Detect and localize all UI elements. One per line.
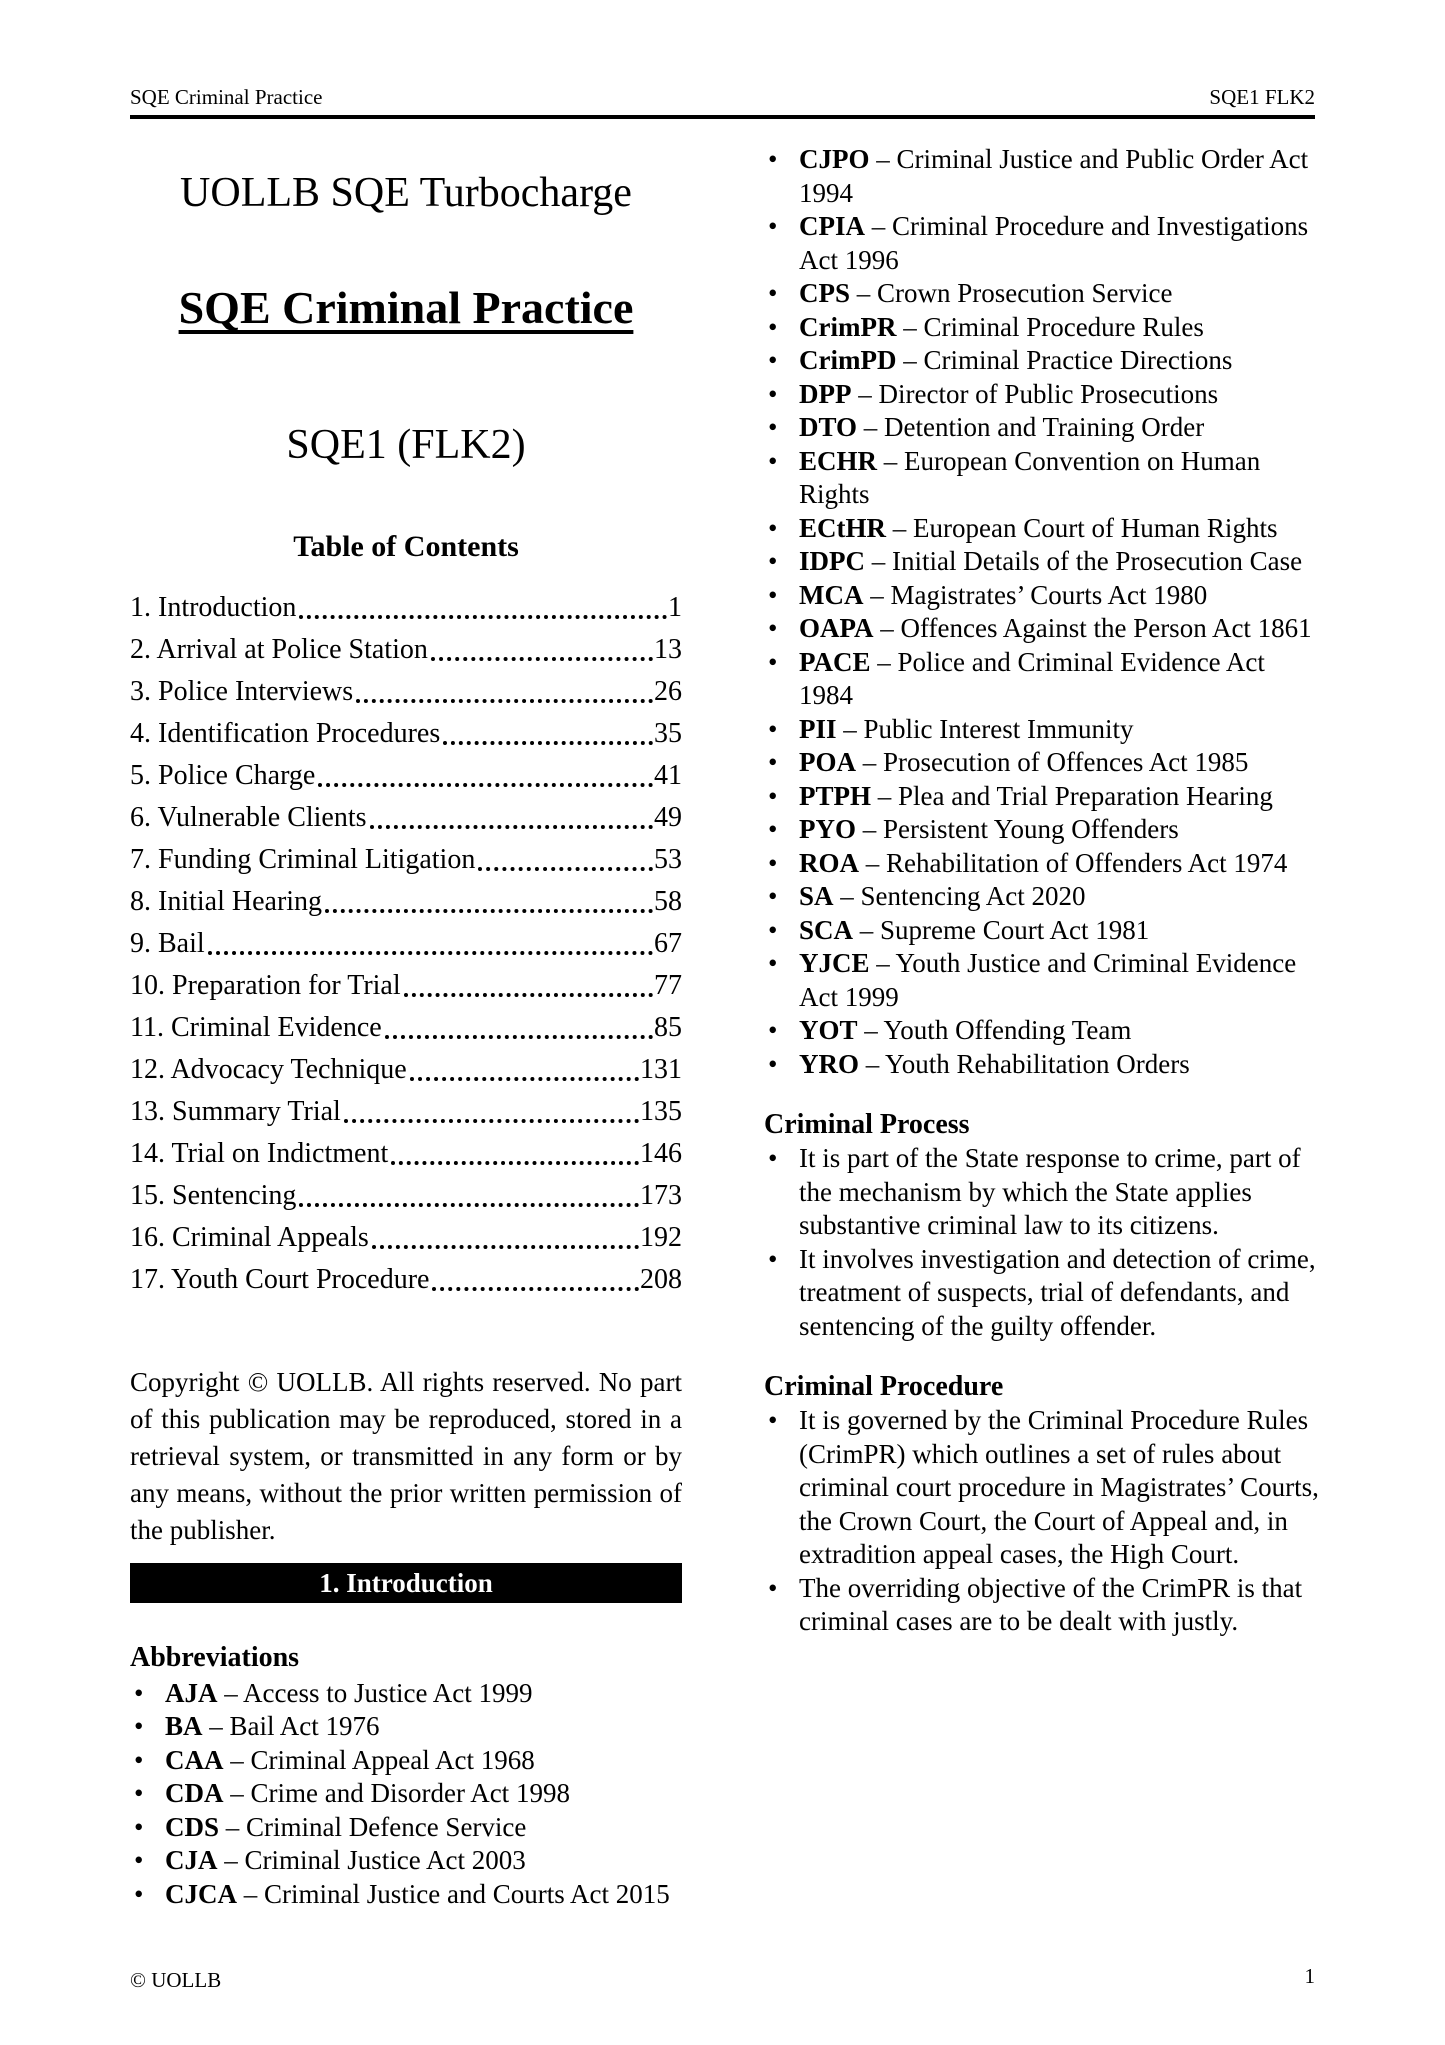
abbr-code: CJA bbox=[165, 1845, 218, 1876]
abbr-desc: Detention and Training Order bbox=[884, 412, 1205, 442]
toc-row bbox=[130, 1132, 682, 1174]
abbr-desc: Supreme Court Act 1981 bbox=[880, 914, 1150, 945]
list-item bbox=[130, 1677, 682, 1711]
criminal-procedure-heading: Criminal Procedure bbox=[764, 1371, 1004, 1402]
abbr-code: IDPC bbox=[799, 546, 865, 576]
toc-page-number: 67 bbox=[654, 927, 682, 959]
list-item bbox=[764, 143, 1320, 210]
toc-label: 16. Criminal Appeals bbox=[130, 1221, 369, 1253]
abbr-sep: – bbox=[870, 646, 898, 677]
list-item bbox=[764, 780, 1320, 814]
toc-row bbox=[130, 712, 682, 754]
exam-title: SQE1 (FLK2) bbox=[286, 421, 526, 468]
abbr-code: CJPO bbox=[799, 144, 870, 174]
toc-label: 13. Summary Trial bbox=[130, 1095, 341, 1127]
abbr-desc: Initial Details of the Prosecution Case bbox=[892, 546, 1303, 576]
abbr-desc: Criminal Justice and Courts Act 2015 bbox=[264, 1878, 670, 1909]
abbr-sep: – bbox=[856, 747, 883, 777]
abbr-code: PYO bbox=[799, 814, 856, 844]
abbr-desc: Criminal Defence Service bbox=[246, 1811, 527, 1842]
toc-page-number: 58 bbox=[654, 885, 682, 917]
list-item bbox=[130, 1744, 682, 1778]
list-item: • It is part of the State response to crime, part of the mechanism by which the State applies substantive criminal law to its citizens. bbox=[764, 1142, 1320, 1243]
toc-row bbox=[130, 1258, 682, 1300]
abbr-code: YJCE bbox=[799, 948, 870, 978]
abbr-desc: Youth Rehabilitation Orders bbox=[885, 1048, 1190, 1079]
footer-copyright: © UOLLB bbox=[130, 1968, 222, 1992]
toc-label: 7. Funding Criminal Litigation bbox=[130, 843, 476, 875]
list-item bbox=[764, 746, 1320, 780]
list-item bbox=[764, 612, 1320, 646]
list-item bbox=[764, 445, 1320, 512]
abbr-desc: Persistent Young Offenders bbox=[883, 814, 1179, 844]
abbr-sep: – bbox=[217, 1677, 244, 1708]
toc-page-number: 135 bbox=[640, 1095, 682, 1127]
abbr-sep: – bbox=[869, 948, 896, 978]
toc-page-number: 1 bbox=[668, 591, 682, 623]
abbr-desc: Director of Public Prosecutions bbox=[878, 378, 1219, 409]
abbreviations-list-right bbox=[764, 143, 1320, 1081]
list-item bbox=[764, 880, 1320, 914]
toc-dot-leader bbox=[344, 1119, 639, 1123]
toc-label: 6. Vulnerable Clients bbox=[130, 801, 367, 833]
toc-heading: Table of Contents bbox=[293, 529, 519, 563]
toc-page-number: 26 bbox=[654, 675, 682, 707]
abbr-code: CPIA bbox=[799, 211, 865, 241]
toc-page-number: 85 bbox=[654, 1011, 682, 1043]
abbr-sep: – bbox=[833, 881, 861, 911]
abbr-code: PTPH bbox=[799, 780, 871, 811]
abbr-sep: – bbox=[219, 1811, 247, 1842]
abbr-desc: European Convention on Human Rights bbox=[799, 445, 1261, 509]
toc-label: 15. Sentencing bbox=[130, 1179, 297, 1211]
abbreviations-list-left bbox=[130, 1677, 682, 1912]
toc-label: 11. Criminal Evidence bbox=[130, 1011, 382, 1043]
list-item bbox=[764, 1014, 1320, 1048]
abbr-code: CPS bbox=[799, 278, 851, 308]
toc-page-number: 192 bbox=[640, 1221, 682, 1253]
abbr-desc: Criminal Justice and Public Order Act 1994 bbox=[799, 144, 1309, 208]
abbr-code: BA bbox=[165, 1711, 203, 1742]
toc-dot-leader bbox=[299, 1203, 639, 1207]
table-of-contents bbox=[130, 586, 682, 1300]
abbr-code: ECtHR bbox=[799, 512, 886, 543]
right-column bbox=[764, 143, 1320, 1639]
list-item bbox=[764, 914, 1320, 948]
abbr-sep: – bbox=[871, 780, 898, 811]
abbr-sep: – bbox=[896, 311, 924, 342]
series-title: UOLLB SQE Turbocharge bbox=[180, 170, 632, 216]
list-item: • It is governed by the Criminal Procedure Rules (CrimPR) which outlines a set of rules about criminal court procedure in Magistrates’ Courts, the Crown Court, the Court of Appeal and, in extradition appeal cases, the High Court. bbox=[764, 1404, 1320, 1572]
abbr-sep: – bbox=[896, 345, 924, 375]
abbr-desc: Sentencing Act 2020 bbox=[860, 881, 1086, 911]
list-item bbox=[130, 1844, 682, 1878]
toc-dot-leader bbox=[478, 867, 653, 871]
list-item bbox=[764, 545, 1320, 579]
toc-label: 8. Initial Hearing bbox=[130, 885, 323, 917]
abbr-desc: Crime and Disorder Act 1998 bbox=[250, 1778, 570, 1809]
abbr-code: PII bbox=[799, 713, 837, 744]
toc-row bbox=[130, 922, 682, 964]
abbr-sep: – bbox=[869, 144, 897, 174]
abbr-desc: Offences Against the Person Act 1861 bbox=[900, 613, 1312, 643]
toc-label: 1. Introduction bbox=[130, 591, 297, 623]
abbr-code: YOT bbox=[799, 1015, 858, 1045]
abbr-code: POA bbox=[799, 747, 856, 777]
abbr-sep: – bbox=[836, 713, 864, 744]
toc-dot-leader bbox=[443, 741, 653, 745]
toc-page-number: 131 bbox=[640, 1053, 682, 1085]
main-title: SQE Criminal Practice bbox=[178, 282, 634, 334]
list-item bbox=[764, 579, 1320, 613]
toc-dot-leader bbox=[431, 657, 653, 661]
abbr-desc: Police and Criminal Evidence Act 1984 bbox=[799, 646, 1265, 710]
abbr-desc: Access to Justice Act 1999 bbox=[243, 1677, 533, 1708]
toc-dot-leader bbox=[372, 1245, 639, 1249]
abbr-sep: – bbox=[853, 914, 881, 945]
abbr-desc: Criminal Appeal Act 1968 bbox=[250, 1744, 535, 1775]
toc-row bbox=[130, 1216, 682, 1258]
list-item bbox=[764, 277, 1320, 311]
abbr-code: PACE bbox=[799, 646, 871, 677]
abbr-code: ECHR bbox=[799, 445, 878, 476]
abbr-desc: Crown Prosecution Service bbox=[877, 278, 1173, 308]
toc-row bbox=[130, 1174, 682, 1216]
abbr-sep: – bbox=[857, 412, 885, 442]
toc-row bbox=[130, 964, 682, 1006]
list-item bbox=[764, 947, 1320, 1014]
toc-label: 17. Youth Court Procedure bbox=[130, 1263, 430, 1295]
abbr-sep: – bbox=[851, 378, 879, 409]
abbr-sep: – bbox=[877, 445, 905, 476]
toc-page-number: 13 bbox=[654, 633, 682, 665]
abbr-code: CrimPD bbox=[799, 345, 897, 375]
abbr-desc: Criminal Procedure and Investigations Act 1996 bbox=[799, 211, 1309, 275]
header-left-title: SQE Criminal Practice bbox=[130, 85, 323, 109]
abbr-code: CDA bbox=[165, 1778, 224, 1809]
list-item bbox=[764, 847, 1320, 881]
criminal-process-heading: Criminal Process bbox=[764, 1109, 970, 1140]
abbr-desc: Plea and Trial Preparation Hearing bbox=[898, 780, 1273, 811]
abbr-code: ROA bbox=[799, 847, 859, 878]
toc-row bbox=[130, 628, 682, 670]
section-banner: 1. Introduction bbox=[130, 1563, 682, 1603]
list-item bbox=[764, 1048, 1320, 1082]
abbr-sep: – bbox=[873, 613, 901, 643]
abbr-desc: Magistrates’ Courts Act 1980 bbox=[890, 579, 1208, 610]
list-item bbox=[130, 1777, 682, 1811]
left-column bbox=[130, 160, 682, 1911]
abbr-sep: – bbox=[856, 814, 883, 844]
abbr-sep: – bbox=[217, 1845, 245, 1876]
toc-label: 10. Preparation for Trial bbox=[130, 969, 401, 1001]
abbr-desc: Youth Justice and Criminal Evidence Act 1999 bbox=[799, 948, 1297, 1012]
toc-row bbox=[130, 754, 682, 796]
toc-row bbox=[130, 838, 682, 880]
abbr-code: SA bbox=[799, 881, 834, 911]
abbr-code: DTO bbox=[799, 412, 858, 442]
abbr-desc: Rehabilitation of Offenders Act 1974 bbox=[886, 847, 1288, 878]
abbr-code: YRO bbox=[799, 1048, 859, 1079]
abbr-code: CAA bbox=[165, 1744, 224, 1775]
toc-page-number: 146 bbox=[640, 1137, 682, 1169]
abbr-sep: – bbox=[202, 1711, 230, 1742]
list-item bbox=[764, 512, 1320, 546]
toc-label: 5. Police Charge bbox=[130, 759, 316, 791]
toc-label: 9. Bail bbox=[130, 927, 205, 959]
toc-row bbox=[130, 670, 682, 712]
list-item bbox=[130, 1710, 682, 1744]
abbr-sep: – bbox=[857, 1015, 884, 1045]
criminal-procedure-list bbox=[764, 1404, 1320, 1639]
abbr-code: AJA bbox=[165, 1677, 218, 1708]
toc-page-number: 41 bbox=[654, 759, 682, 791]
toc-dot-leader bbox=[385, 1035, 653, 1039]
toc-dot-leader bbox=[299, 615, 667, 619]
abbr-sep: – bbox=[865, 546, 892, 576]
list-item: • It involves investigation and detection of crime, treatment of suspects, trial of defendants, and sentencing of the guilty offender. bbox=[764, 1243, 1320, 1344]
toc-dot-leader bbox=[410, 1077, 639, 1081]
toc-row bbox=[130, 1048, 682, 1090]
toc-row bbox=[130, 1090, 682, 1132]
abbr-sep: – bbox=[223, 1744, 251, 1775]
abbr-sep: – bbox=[865, 211, 892, 241]
toc-page-number: 49 bbox=[654, 801, 682, 833]
abbr-desc: Prosecution of Offences Act 1985 bbox=[883, 747, 1249, 777]
list-item bbox=[764, 713, 1320, 747]
abbr-code: CDS bbox=[165, 1811, 220, 1842]
abbr-desc: Bail Act 1976 bbox=[229, 1711, 380, 1742]
abbr-desc: Criminal Practice Directions bbox=[923, 345, 1233, 375]
list-item: • The overriding objective of the CrimPR is that criminal cases are to be dealt with justly. bbox=[764, 1572, 1320, 1639]
toc-label: 2. Arrival at Police Station bbox=[130, 633, 428, 665]
abbr-code: OAPA bbox=[799, 613, 874, 643]
toc-row bbox=[130, 796, 682, 838]
toc-page-number: 77 bbox=[654, 969, 682, 1001]
toc-label: 3. Police Interviews bbox=[130, 675, 354, 707]
abbr-code: MCA bbox=[799, 579, 864, 610]
toc-label: 14. Trial on Indictment bbox=[130, 1137, 389, 1169]
toc-dot-leader bbox=[356, 699, 653, 703]
toc-row bbox=[130, 586, 682, 628]
abbr-code: CrimPR bbox=[799, 311, 897, 342]
toc-dot-leader bbox=[318, 783, 653, 787]
list-item bbox=[764, 813, 1320, 847]
list-item bbox=[764, 311, 1320, 345]
list-item bbox=[764, 378, 1320, 412]
abbr-sep: – bbox=[223, 1778, 251, 1809]
abbr-sep: – bbox=[863, 579, 891, 610]
abbr-sep: – bbox=[859, 1048, 885, 1079]
list-item bbox=[130, 1811, 682, 1845]
toc-dot-leader bbox=[208, 951, 653, 955]
toc-dot-leader bbox=[370, 825, 653, 829]
toc-page-number: 35 bbox=[654, 717, 682, 749]
toc-row bbox=[130, 880, 682, 922]
page-header bbox=[130, 84, 1315, 119]
abbr-sep: – bbox=[859, 847, 886, 878]
abbr-desc: Criminal Procedure Rules bbox=[923, 311, 1204, 342]
abbr-code: SCA bbox=[799, 914, 854, 945]
abbr-desc: European Court of Human Rights bbox=[913, 512, 1278, 543]
abbreviations-heading: Abbreviations bbox=[130, 1641, 300, 1673]
toc-dot-leader bbox=[404, 993, 653, 997]
toc-page-number: 208 bbox=[640, 1263, 682, 1295]
abbr-sep: – bbox=[886, 512, 913, 543]
list-item bbox=[130, 1878, 682, 1912]
toc-dot-leader bbox=[325, 909, 653, 913]
footer-page-number: 1 bbox=[1304, 1964, 1315, 1988]
list-item bbox=[764, 411, 1320, 445]
criminal-process-list bbox=[764, 1142, 1320, 1343]
abbr-sep: – bbox=[850, 278, 878, 308]
abbr-desc: Public Interest Immunity bbox=[863, 713, 1134, 744]
toc-label: 4. Identification Procedures bbox=[130, 717, 441, 749]
toc-page-number: 53 bbox=[654, 843, 682, 875]
abbr-desc: Criminal Justice Act 2003 bbox=[244, 1845, 526, 1876]
list-item bbox=[764, 210, 1320, 277]
copyright-notice: Copyright © UOLLB. All rights reserved. No part of this publication may be reproduced, stored in a retrieval system, or transmitted in any form or by any means, without the prior written permission of the publisher. bbox=[130, 1366, 682, 1545]
header-right-title: SQE1 FLK2 bbox=[1209, 85, 1315, 109]
abbr-code: CJCA bbox=[165, 1878, 237, 1909]
toc-dot-leader bbox=[391, 1161, 639, 1165]
abbr-sep: – bbox=[237, 1878, 264, 1909]
toc-label: 12. Advocacy Technique bbox=[130, 1053, 407, 1085]
toc-page-number: 173 bbox=[640, 1179, 682, 1211]
abbr-code: DPP bbox=[799, 378, 852, 409]
list-item bbox=[764, 646, 1320, 713]
abbr-desc: Youth Offending Team bbox=[883, 1015, 1132, 1045]
toc-dot-leader bbox=[432, 1287, 639, 1291]
list-item bbox=[764, 344, 1320, 378]
toc-row bbox=[130, 1006, 682, 1048]
